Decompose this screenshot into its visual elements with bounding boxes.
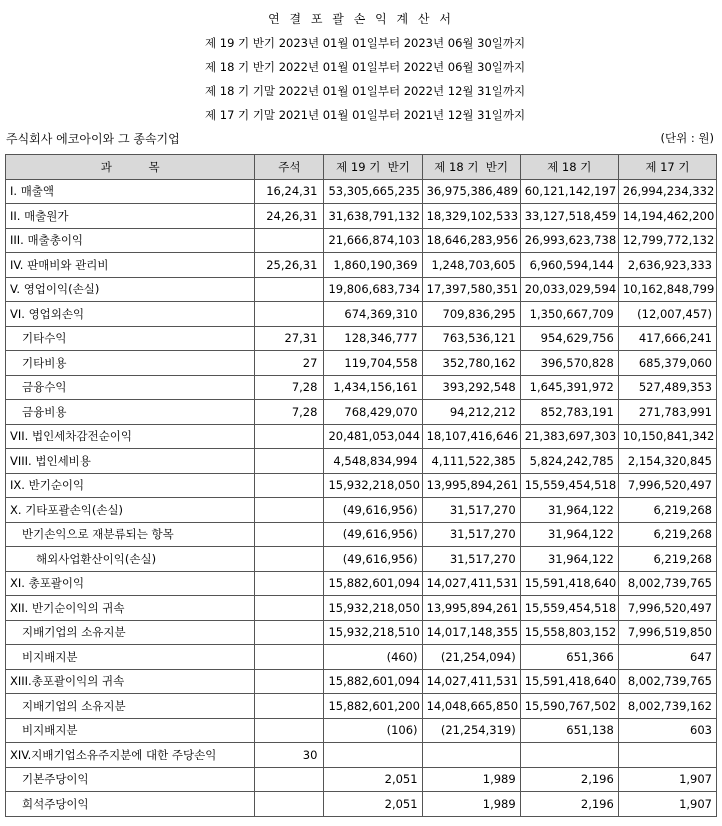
row-item-label: 해외사업환산이익(손실) (6, 547, 255, 572)
income-statement-table (5, 154, 717, 817)
table-row (6, 620, 717, 645)
row-note: 25,26,31 (255, 253, 324, 278)
row-value: 352,780,162 (422, 351, 520, 376)
row-item-label: 지배기업의 소유지분 (6, 620, 255, 645)
row-item-label: V. 영업이익(손실) (6, 277, 255, 302)
row-note (255, 498, 324, 523)
row-value: 26,994,234,332 (618, 179, 716, 204)
row-value: 1,989 (422, 792, 520, 817)
row-value: 1,907 (618, 767, 716, 792)
table-row (6, 424, 717, 449)
row-value: (21,254,094) (422, 645, 520, 670)
row-value: 417,666,241 (618, 326, 716, 351)
row-value: 2,051 (324, 792, 422, 817)
row-value: 2,196 (520, 767, 618, 792)
row-value: 94,212,212 (422, 400, 520, 425)
row-note (255, 694, 324, 719)
row-item-label: X. 기타포괄손익(손실) (6, 498, 255, 523)
row-value: 8,002,739,765 (618, 571, 716, 596)
row-note: 16,24,31 (255, 179, 324, 204)
row-value (618, 743, 716, 768)
table-row (6, 694, 717, 719)
row-item-label: XIII.총포괄이익의 귀속 (6, 669, 255, 694)
row-value: 709,836,295 (422, 302, 520, 327)
row-value: 647 (618, 645, 716, 670)
row-value: 31,517,270 (422, 498, 520, 523)
row-value: 8,002,739,162 (618, 694, 716, 719)
row-value: 31,964,122 (520, 522, 618, 547)
row-item-label: 비지배지분 (6, 645, 255, 670)
period-line-2: 제 18 기 반기 2022년 01월 01일부터 2022년 06월 30일까지 (205, 60, 526, 74)
row-value: 13,995,894,261 (422, 596, 520, 621)
row-value: 13,995,894,261 (422, 473, 520, 498)
row-note (255, 645, 324, 670)
row-value: (49,616,956) (324, 498, 422, 523)
row-item-label: IX. 반기순이익 (6, 473, 255, 498)
row-value: (12,007,457) (618, 302, 716, 327)
table-row (6, 498, 717, 523)
table-row (6, 473, 717, 498)
row-value: 4,111,522,385 (422, 449, 520, 474)
row-value: 15,559,454,518 (520, 473, 618, 498)
row-value: 651,366 (520, 645, 618, 670)
row-value: 6,960,594,144 (520, 253, 618, 278)
row-value: 15,882,601,094 (324, 571, 422, 596)
row-item-label: VIII. 법인세비용 (6, 449, 255, 474)
row-item-label: II. 매출원가 (6, 204, 255, 229)
table-row (6, 253, 717, 278)
row-value: 14,017,148,355 (422, 620, 520, 645)
row-value: 119,704,558 (324, 351, 422, 376)
row-value: 651,138 (520, 718, 618, 743)
row-value: 128,346,777 (324, 326, 422, 351)
header-period-17: 제 17 기 (618, 155, 716, 180)
row-note: 7,28 (255, 400, 324, 425)
row-value: 31,964,122 (520, 547, 618, 572)
row-value: 7,996,519,850 (618, 620, 716, 645)
table-row (6, 547, 717, 572)
table-row (6, 375, 717, 400)
row-note (255, 669, 324, 694)
row-value: 10,150,841,342 (618, 424, 716, 449)
row-value: (106) (324, 718, 422, 743)
row-value: 15,882,601,200 (324, 694, 422, 719)
row-value: 527,489,353 (618, 375, 716, 400)
row-value (324, 743, 422, 768)
row-value (520, 743, 618, 768)
row-value: 53,305,665,235 (324, 179, 422, 204)
row-note (255, 449, 324, 474)
row-value: 20,481,053,044 (324, 424, 422, 449)
row-value: 1,907 (618, 792, 716, 817)
table-row (6, 743, 717, 768)
row-value: 15,932,218,510 (324, 620, 422, 645)
row-value: 18,107,416,646 (422, 424, 520, 449)
row-item-label: 희석주당이익 (6, 792, 255, 817)
table-row (6, 449, 717, 474)
row-value: 15,590,767,502 (520, 694, 618, 719)
row-note (255, 302, 324, 327)
row-value: 19,806,683,734 (324, 277, 422, 302)
table-row (6, 277, 717, 302)
document-title: 연 결 포 괄 손 익 계 산 서 (268, 12, 454, 26)
row-value: (49,616,956) (324, 547, 422, 572)
row-value: 31,517,270 (422, 547, 520, 572)
row-item-label: III. 매출총이익 (6, 228, 255, 253)
row-note (255, 547, 324, 572)
row-value: 393,292,548 (422, 375, 520, 400)
row-value: 15,559,454,518 (520, 596, 618, 621)
row-value: 396,570,828 (520, 351, 618, 376)
row-item-label: 지배기업의 소유지분 (6, 694, 255, 719)
row-value: 31,517,270 (422, 522, 520, 547)
row-item-label: 반기손익으로 재분류되는 항목 (6, 522, 255, 547)
row-value: 685,379,060 (618, 351, 716, 376)
row-value: 21,666,874,103 (324, 228, 422, 253)
row-note: 7,28 (255, 375, 324, 400)
row-item-label: 금융비용 (6, 400, 255, 425)
row-value: 14,027,411,531 (422, 571, 520, 596)
table-row (6, 522, 717, 547)
row-value: 18,646,283,956 (422, 228, 520, 253)
row-value: 14,048,665,850 (422, 694, 520, 719)
row-value: 674,369,310 (324, 302, 422, 327)
row-note (255, 767, 324, 792)
row-value: 6,219,268 (618, 498, 716, 523)
row-value: 5,824,242,785 (520, 449, 618, 474)
row-note (255, 522, 324, 547)
row-item-label: 기본주당이익 (6, 767, 255, 792)
row-value: 6,219,268 (618, 547, 716, 572)
row-note: 30 (255, 743, 324, 768)
row-item-label: XI. 총포괄이익 (6, 571, 255, 596)
row-note (255, 424, 324, 449)
row-note (255, 792, 324, 817)
row-value: 1,645,391,972 (520, 375, 618, 400)
table-row (6, 571, 717, 596)
row-value: 18,329,102,533 (422, 204, 520, 229)
row-value: 954,629,756 (520, 326, 618, 351)
row-value: 1,434,156,161 (324, 375, 422, 400)
row-value: 31,964,122 (520, 498, 618, 523)
row-note (255, 718, 324, 743)
row-value: 15,932,218,050 (324, 596, 422, 621)
company-name: 주식회사 에코아이와 그 종속기업 (6, 132, 180, 146)
row-value: 852,783,191 (520, 400, 618, 425)
table-row (6, 718, 717, 743)
row-item-label: 기타비용 (6, 351, 255, 376)
row-item-label: IV. 판매비와 관리비 (6, 253, 255, 278)
row-note (255, 473, 324, 498)
table-row (6, 326, 717, 351)
header-period-18: 제 18 기 (520, 155, 618, 180)
row-note (255, 620, 324, 645)
table-row (6, 228, 717, 253)
row-item-label: XII. 반기순이익의 귀속 (6, 596, 255, 621)
row-value: 20,033,029,594 (520, 277, 618, 302)
row-item-label: 금융수익 (6, 375, 255, 400)
row-value: 1,989 (422, 767, 520, 792)
row-value: 15,591,418,640 (520, 571, 618, 596)
table-row (6, 767, 717, 792)
row-value: (49,616,956) (324, 522, 422, 547)
row-value: 7,996,520,497 (618, 596, 716, 621)
row-note (255, 596, 324, 621)
row-note: 27 (255, 351, 324, 376)
table-row (6, 669, 717, 694)
row-value: 31,638,791,132 (324, 204, 422, 229)
row-value: 2,636,923,333 (618, 253, 716, 278)
row-value: 7,996,520,497 (618, 473, 716, 498)
unit-label: (단위 : 원) (660, 131, 714, 145)
row-value: 6,219,268 (618, 522, 716, 547)
row-note: 27,31 (255, 326, 324, 351)
header-note: 주석 (255, 155, 324, 180)
row-item-label: I. 매출액 (6, 179, 255, 204)
table-row (6, 400, 717, 425)
row-value: 271,783,991 (618, 400, 716, 425)
row-value: 15,882,601,094 (324, 669, 422, 694)
row-value: 1,350,667,709 (520, 302, 618, 327)
row-value: 10,162,848,799 (618, 277, 716, 302)
row-value: 1,860,190,369 (324, 253, 422, 278)
row-note (255, 228, 324, 253)
row-value: 2,154,320,845 (618, 449, 716, 474)
row-item-label: VI. 영업외손익 (6, 302, 255, 327)
row-value: 15,932,218,050 (324, 473, 422, 498)
row-value (422, 743, 520, 768)
header-item: 과 목 (6, 155, 255, 180)
row-value: 14,027,411,531 (422, 669, 520, 694)
row-value: 60,121,142,197 (520, 179, 618, 204)
table-row (6, 302, 717, 327)
row-value: (460) (324, 645, 422, 670)
table-row (6, 351, 717, 376)
table-row (6, 179, 717, 204)
row-value: 21,383,697,303 (520, 424, 618, 449)
row-value: 15,591,418,640 (520, 669, 618, 694)
row-value: 1,248,703,605 (422, 253, 520, 278)
row-value: (21,254,319) (422, 718, 520, 743)
row-value: 17,397,580,351 (422, 277, 520, 302)
header-period-19-half: 제 19 기 반기 (324, 155, 422, 180)
table-row (6, 645, 717, 670)
row-item-label: XIV.지배기업소유주지분에 대한 주당손익 (6, 743, 255, 768)
header-period-18-half: 제 18 기 반기 (422, 155, 520, 180)
row-item-label: 기타수익 (6, 326, 255, 351)
row-value: 12,799,772,132 (618, 228, 716, 253)
row-value: 26,993,623,738 (520, 228, 618, 253)
row-item-label: VII. 법인세차감전순이익 (6, 424, 255, 449)
table-body (6, 179, 717, 816)
row-value: 2,051 (324, 767, 422, 792)
table-header-row (6, 155, 717, 180)
row-value: 603 (618, 718, 716, 743)
row-value: 768,429,070 (324, 400, 422, 425)
table-row (6, 792, 717, 817)
row-value: 763,536,121 (422, 326, 520, 351)
row-note (255, 571, 324, 596)
row-value: 14,194,462,200 (618, 204, 716, 229)
period-line-4: 제 17 기 기말 2021년 01월 01일부터 2021년 12월 31일까지 (205, 108, 526, 122)
row-value: 2,196 (520, 792, 618, 817)
table-row (6, 596, 717, 621)
table-row (6, 204, 717, 229)
period-line-1: 제 19 기 반기 2023년 01월 01일부터 2023년 06월 30일까지 (205, 36, 526, 50)
period-line-3: 제 18 기 기말 2022년 01월 01일부터 2022년 12월 31일까지 (205, 84, 526, 98)
row-value: 4,548,834,994 (324, 449, 422, 474)
row-item-label: 비지배지분 (6, 718, 255, 743)
row-value: 33,127,518,459 (520, 204, 618, 229)
row-value: 36,975,386,489 (422, 179, 520, 204)
row-note: 24,26,31 (255, 204, 324, 229)
row-value: 15,558,803,152 (520, 620, 618, 645)
row-value: 8,002,739,765 (618, 669, 716, 694)
row-note (255, 277, 324, 302)
